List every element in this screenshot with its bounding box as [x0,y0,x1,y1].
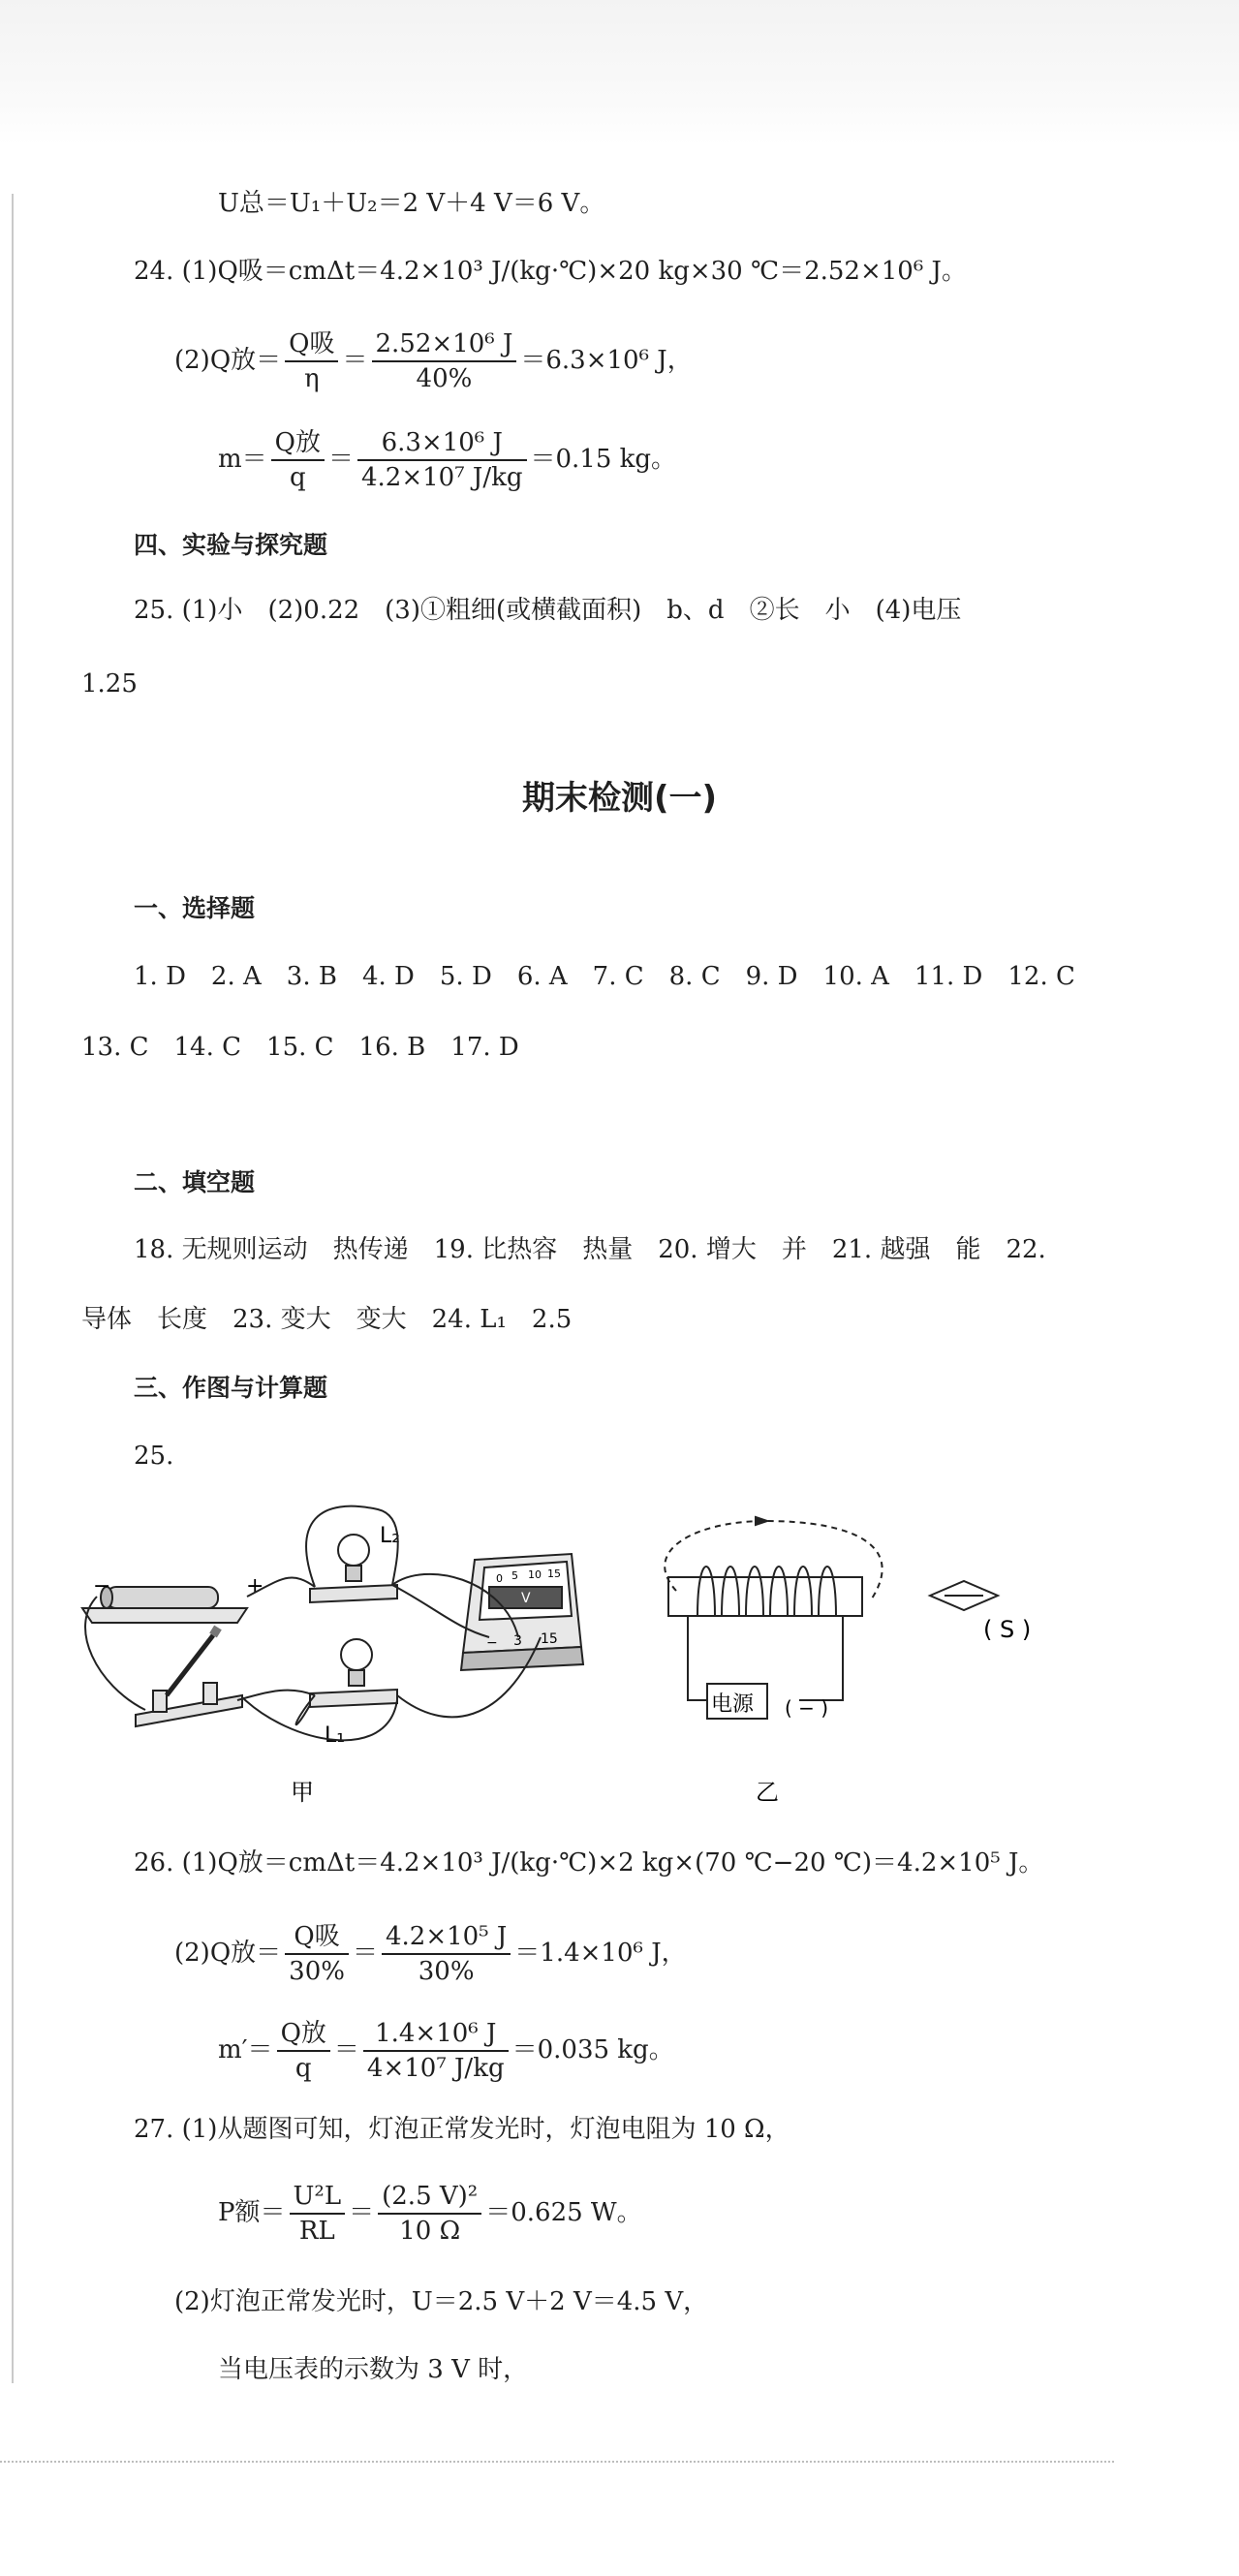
battery-minus: − [93,1574,111,1598]
meter-tick: 5 [511,1569,518,1582]
q27-part1: 27. (1)从题图可知，灯泡正常发光时，灯泡电阻为 10 Ω， [134,2115,790,2144]
fraction: $\frac{\text{(2.5 V)²}}{10 \Omega}$ [378,2180,481,2248]
fraction: $\frac{\text{Q放}}{q}$ [271,426,325,494]
caption-yi: 乙 [756,1779,779,1806]
solenoid [665,1517,882,1700]
section-heading-experiment: 四、实验与探究题 [134,531,328,559]
q25-label: 25. [134,1442,174,1471]
lamp-l1-label: L₁ [325,1723,346,1748]
meter-tick: 0 [496,1572,503,1585]
mc-answers-row2: 13. C 14. C 15. C 16. B 17. D [81,1033,519,1062]
fraction: $\frac{\text{4.2×10⁵ J}}{30\%}$ [382,1920,511,1988]
q27-part3: 当电压表的示数为 3 V 时， [218,2355,529,2384]
meter-terminal: 15 [541,1631,558,1647]
fraction: $\frac{\text{6.3×10⁶ J}}{\text{4.2×10⁷ J/kg}}$ [357,426,527,494]
meter-tick: 15 [547,1567,561,1580]
fraction: $\frac{\text{1.4×10⁶ J}}{\text{4×10⁷ J/kg}}$ [363,2017,509,2085]
q25-answer-line2: 1.25 [81,669,138,698]
switch [136,1628,242,1726]
section-heading-choice: 一、选择题 [134,894,256,922]
q24-part1: 24. (1)Q吸＝cmΔt＝4.2×10³ J/(kg·℃)×20 kg×30 ℃＝2.52×10⁶ J。 [134,257,967,286]
q26-mass: m′＝ $\frac{\text{Q放}}{q}$ ＝ $\frac{\text{1.4×10⁶ J}}{\text{4×10⁷ J/kg}}$ ＝0.035 kg。 [218,2019,674,2083]
lamp-l1 [310,1639,397,1707]
q27-power: P额＝ $\frac{\text{U²L}}{RL}$ ＝ $\frac{\text{(2.5 V)²}}{10 \Omega}$ ＝0.625 W。 [218,2182,642,2246]
fraction: $\frac{\text{Q吸}}{\eta}$ [285,327,338,395]
meter-terminal: − [486,1635,498,1651]
meter-tick: 10 [528,1568,542,1581]
voltmeter [461,1554,583,1670]
lamp-l2-label: L₂ [380,1524,401,1548]
mc-answers-row1: 1. D 2. A 3. B 4. D 5. D 6. A 7. C 8. C 9. D 10. A 11. D 12. C [134,962,1075,991]
q26-part2: (2)Q放＝ $\frac{\text{Q吸}}{30\%}$ ＝ $\frac{\text{4.2×10⁵ J}}{30\%}$ ＝1.4×10⁶ J， [174,1922,687,1986]
fraction: $\frac{\text{Q放}}{q}$ [277,2017,330,2085]
battery-plus: + [246,1574,264,1598]
meter-v-symbol: V [521,1591,531,1606]
fill-answers-line1: 18. 无规则运动 热传递 19. 比热容 热量 20. 增大 并 21. 越强 能 22. [134,1235,1046,1264]
bottom-dotted-rule [0,2461,1114,2463]
section-heading-fill: 二、填空题 [134,1168,256,1196]
q24-mass: m＝ $\frac{\text{Q放}}{q}$ ＝ $\frac{\text{6.3×10⁶ J}}{\text{4.2×10⁷ J/kg}}$ ＝0.15 kg。 [218,428,677,492]
exam-title: 期末检测(一) [521,779,718,818]
compass-needle [930,1581,998,1610]
caption-jia: 甲 [291,1779,314,1806]
fraction: $\frac{\text{Q吸}}{30\%}$ [285,1920,349,1988]
fill-answers-line2: 导体 长度 23. 变大 变大 24. L₁ 2.5 [81,1305,573,1334]
fraction: $\frac{\text{U²L}}{RL}$ [290,2180,346,2248]
u-total-line: U总＝U₁＋U₂＝2 V＋4 V＝6 V。 [218,189,605,218]
circuit-figure [0,1492,1239,1821]
power-polarity: ( − ) [785,1696,829,1720]
scan-top-band [0,0,1239,145]
needle-pole-label: ( S ) [983,1616,1032,1643]
section-heading-drawing: 三、作图与计算题 [134,1374,328,1402]
fraction: $\frac{\text{2.52×10⁶ J}}{40\%}$ [372,327,517,395]
q24-part2: (2)Q放＝ $\frac{\text{Q吸}}{\eta}$ ＝ $\frac{\text{2.52×10⁶ J}}{40\%}$ ＝6.3×10⁶ J， [174,329,693,393]
q25-answer-line1: 25. (1)小 (2)0.22 (3)①粗细(或横截面积) b、d ②长 小 (4)电压 [134,596,962,625]
power-label: 电源 [711,1692,755,1717]
q27-part2: (2)灯泡正常发光时，U＝2.5 V＋2 V＝4.5 V， [174,2287,709,2316]
margin-rule [12,194,14,2383]
q26-part1: 26. (1)Q放＝cmΔt＝4.2×10³ J/(kg·℃)×2 kg×(70 ℃−20 ℃)＝4.2×10⁵ J。 [134,1848,1044,1878]
meter-terminal: 3 [513,1633,522,1649]
